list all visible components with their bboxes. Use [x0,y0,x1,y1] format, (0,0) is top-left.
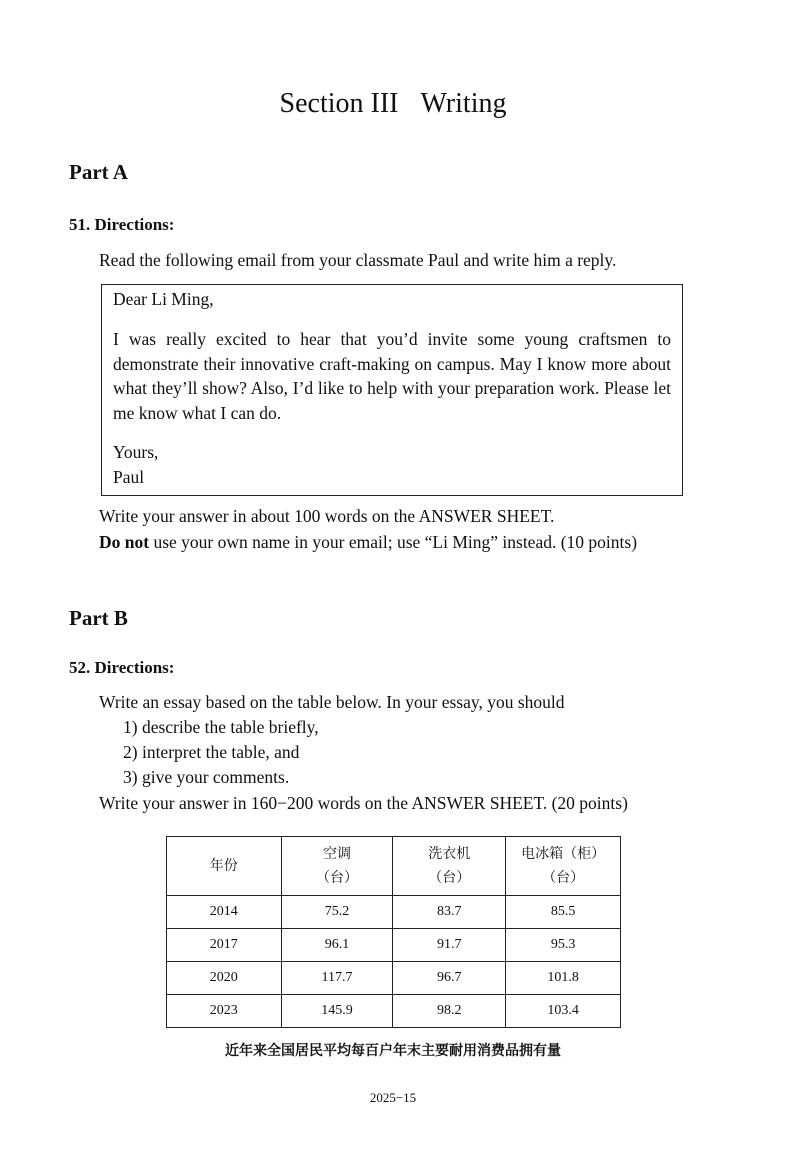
table-cell: 2014 [167,896,282,929]
table-cell: 103.4 [506,995,621,1028]
question-51-name-note [99,532,637,553]
table-cell: 117.7 [281,962,393,995]
part-a-heading: Part A [69,160,128,184]
task-item-2: 2) interpret the table, and [123,742,300,762]
table-cell: 2017 [167,929,282,962]
task-item-3: 3) give your comments. [123,767,290,787]
table-row [167,896,621,929]
email-signature: Paul [113,467,145,487]
table-header-refrigerator [506,837,621,896]
email-greeting: Dear Li Ming, [113,289,214,309]
question-51-instruction: Read the following email from your classmate Paul and write him a reply. [99,250,617,270]
section-title-name: Writing [420,88,507,119]
part-b-heading: Part B [69,606,128,630]
table-cell: 83.7 [393,896,506,929]
question-52-directions: 52. Directions: [69,658,175,677]
table-header-air-conditioner [281,837,393,896]
section-title-number: Section III [279,88,399,119]
table-cell: 85.5 [506,896,621,929]
table-header-row [167,837,621,896]
header-unit: （台） [315,870,358,886]
header-label: 电冰箱（柜） [521,846,606,862]
table-row [167,962,621,995]
table-caption: 近年来全国居民平均每百户年末主要耐用消费品拥有量 [225,1043,561,1059]
name-note-text: use your own name in your email; use “Li Ming” instead. (10 points) [149,532,638,552]
table-cell: 96.1 [281,929,393,962]
email-box [101,284,683,496]
table-row [167,929,621,962]
table-header-year [167,837,282,896]
table-cell: 75.2 [281,896,393,929]
email-body: I was really excited to hear that you’d invite some young craftsmen to demonstrate their innovative craft-making on campus. May I know more about what they’ll show? Also, I’d like to help with your preparation work. Please let me know what I can do. [113,329,671,423]
header-unit: （台） [542,870,585,886]
name-note-emphasis: Do not [99,532,150,552]
header-label: 空调 [322,846,351,862]
question-52-word-limit: Write your answer in 160−200 words on the ANSWER SHEET. (20 points) [99,793,628,813]
table-cell: 98.2 [393,995,506,1028]
header-label: 年份 [209,858,238,874]
table-cell: 2023 [167,995,282,1028]
page-number: 2025−15 [369,1090,417,1105]
section-title [0,88,786,120]
header-unit: （台） [428,870,471,886]
task-item-1: 1) describe the table briefly, [123,717,319,737]
table-cell: 96.7 [393,962,506,995]
table-row [167,995,621,1028]
question-51-directions: 51. Directions: [69,215,175,234]
header-label: 洗衣机 [428,846,471,862]
table-cell: 95.3 [506,929,621,962]
email-closing: Yours, [113,442,159,462]
question-51-word-limit: Write your answer in about 100 words on the ANSWER SHEET. [99,506,555,526]
question-52-instruction: Write an essay based on the table below. In your essay, you should [99,692,565,712]
ownership-table [166,836,621,1028]
table-cell: 91.7 [393,929,506,962]
table-cell: 2020 [167,962,282,995]
table-cell: 101.8 [506,962,621,995]
table-header-washing-machine [393,837,506,896]
table-cell: 145.9 [281,995,393,1028]
